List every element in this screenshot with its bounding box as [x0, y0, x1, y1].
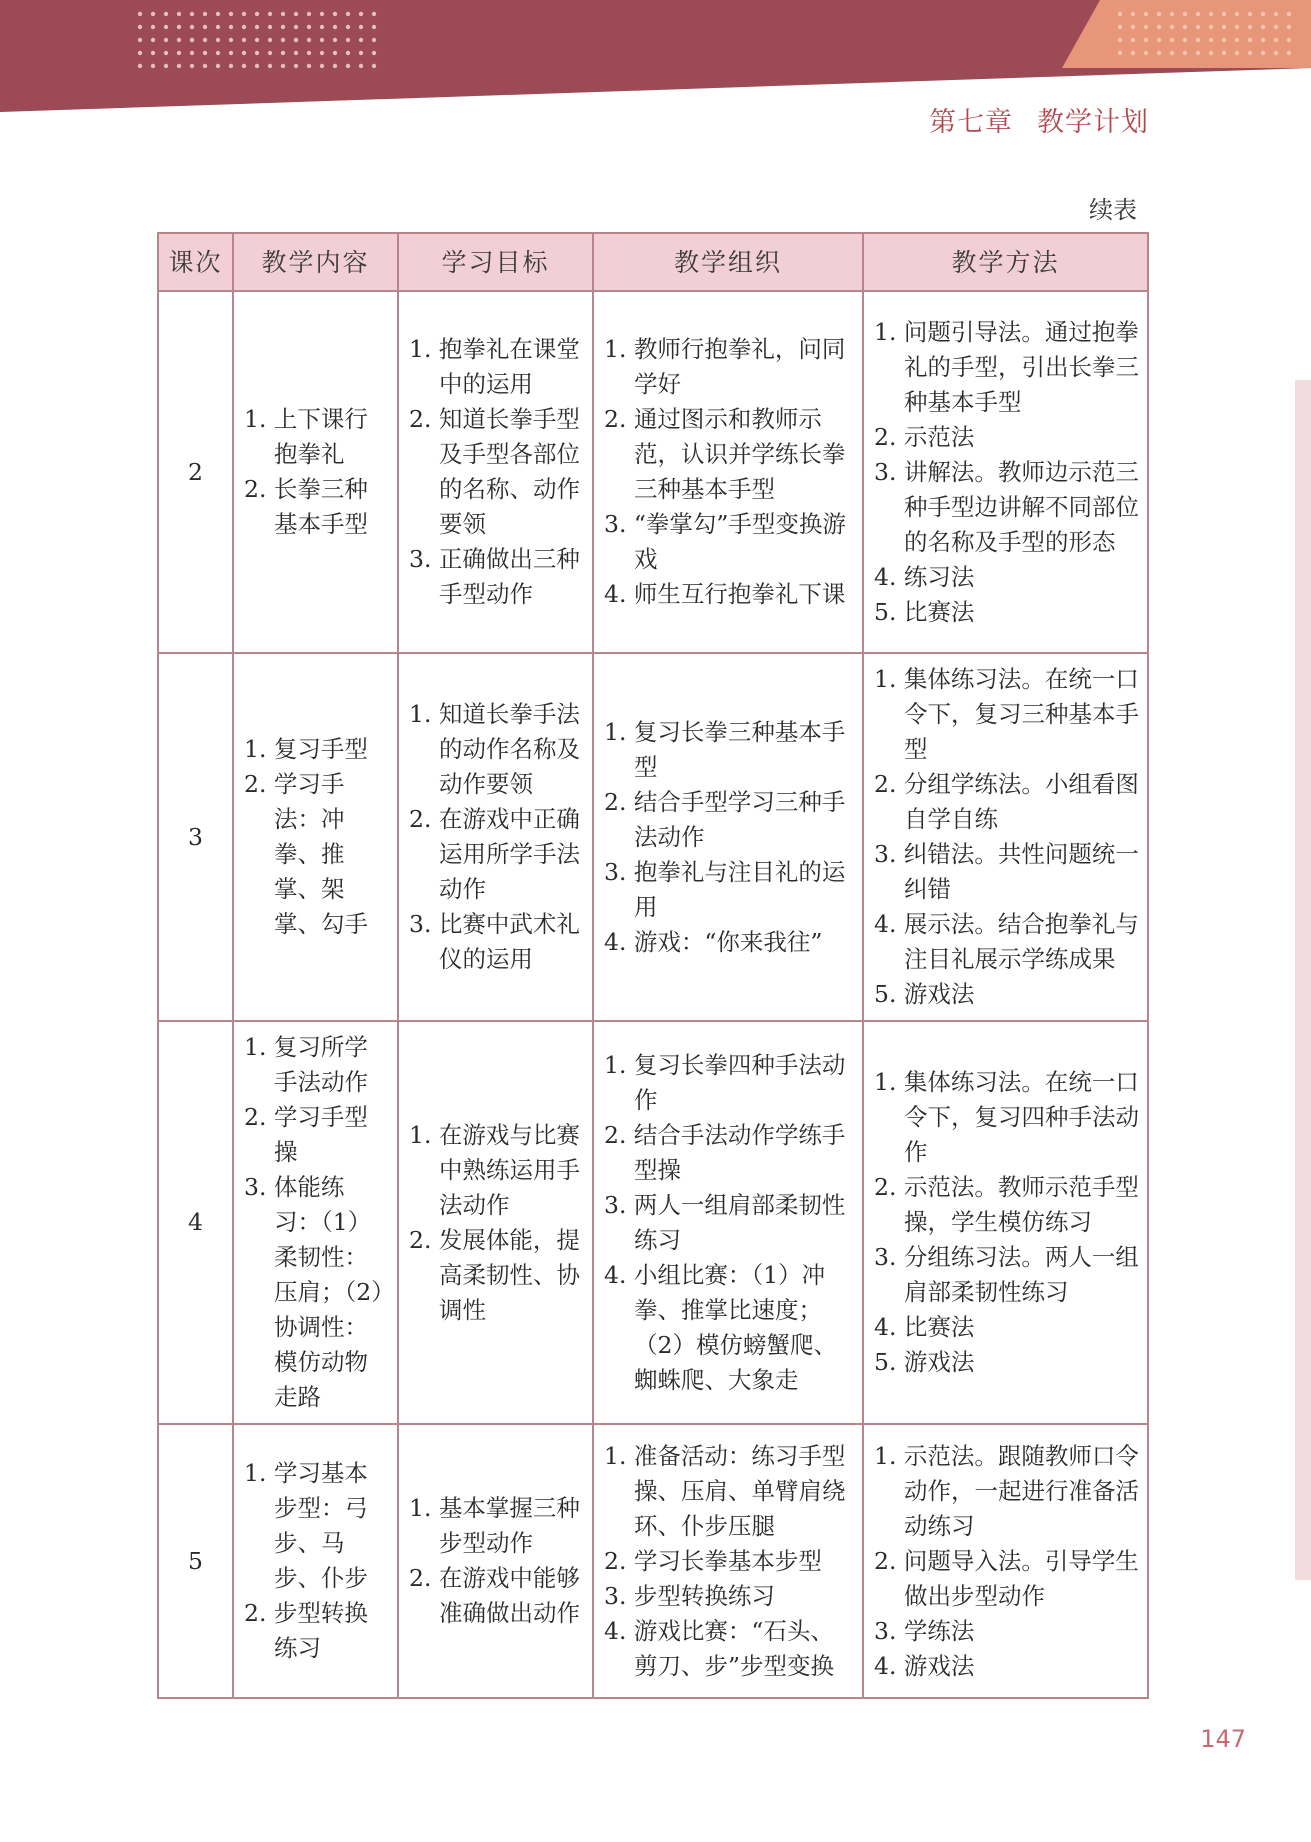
lesson-number: 2 [158, 291, 233, 653]
continued-label: 续表 [1089, 196, 1137, 224]
banner-dot [138, 64, 142, 68]
list-item: 4. 游戏法 [874, 1651, 975, 1680]
list-item: 3. “拳掌勾”手型变换游戏 [604, 510, 846, 573]
list-item: 4. 游戏：“你来我往” [604, 927, 823, 956]
chapter-title: 教学计划 [1037, 107, 1149, 138]
banner-dot [1287, 12, 1291, 16]
list-item: 1. 知道长拳手法的动作名称及动作要领 [409, 700, 580, 798]
list-item: 2. 长拳三种基本手型 [244, 475, 368, 538]
banner-dot [307, 38, 311, 42]
list-item: 3. 体能练习：（1）柔韧性：压肩；（2）协调性：模仿动物走路 [244, 1173, 383, 1411]
banner-dot [203, 51, 207, 55]
banner-dot [1170, 25, 1174, 29]
banner-dot [281, 64, 285, 68]
banner-dot [1209, 12, 1213, 16]
banner-dot [138, 12, 142, 16]
banner-dot [242, 25, 246, 29]
list-item: 5. 比赛法 [874, 597, 975, 626]
banner-dot [281, 51, 285, 55]
banner-dot [138, 38, 142, 42]
teaching-content [233, 1021, 398, 1424]
banner-dot [164, 12, 168, 16]
banner-dot [1261, 12, 1265, 16]
banner-dot [333, 51, 337, 55]
banner-dot [294, 51, 298, 55]
teaching-content [233, 1424, 398, 1698]
banner-dot [346, 64, 350, 68]
banner-dot [1157, 38, 1161, 42]
banner-dot [1248, 25, 1252, 29]
banner-dot [1118, 12, 1122, 16]
list-item: 5. 游戏法 [874, 1348, 975, 1376]
banner-dot [1248, 12, 1252, 16]
banner-dot [333, 25, 337, 29]
banner-dot [138, 25, 142, 29]
list-item: 5. 游戏法 [874, 980, 975, 1008]
chapter-heading [929, 100, 1149, 139]
banner-dot [281, 12, 285, 16]
chapter-label: 第七章 [929, 107, 1013, 138]
list-item: 3. 抱拳礼与注目礼的运用 [604, 857, 846, 921]
table-row [158, 1021, 1148, 1424]
banner-dot [1287, 51, 1291, 55]
banner-dot [1274, 25, 1278, 29]
list-item: 3. 分组练习法。两人一组肩部柔韧性练习 [874, 1243, 1139, 1306]
list-item: 2. 在游戏中正确运用所学手法动作 [409, 805, 580, 903]
lesson-plan-table [157, 232, 1149, 1699]
banner-dot [359, 38, 363, 42]
list-item: 3. 步型转换练习 [604, 1581, 775, 1610]
banner-dot [229, 64, 233, 68]
banner-dot [190, 64, 194, 68]
banner-dot [268, 25, 272, 29]
learning-objectives [398, 1021, 593, 1424]
banner-dot [333, 38, 337, 42]
list-item: 2. 结合手型学习三种手法动作 [604, 787, 846, 851]
table-row [158, 291, 1148, 653]
banner-dot [177, 64, 181, 68]
banner-dot [359, 64, 363, 68]
learning-objectives [398, 291, 593, 653]
list-item: 4. 游戏比赛：“石头、剪刀、步”步型变换 [604, 1616, 835, 1680]
banner-dot [190, 51, 194, 55]
lesson-number: 3 [158, 653, 233, 1021]
banner-dot [255, 12, 259, 16]
banner-dot [372, 38, 376, 42]
banner-dot [1261, 38, 1265, 42]
banner-dot [281, 38, 285, 42]
banner-dot [229, 12, 233, 16]
page-number: 147 [1200, 1725, 1246, 1753]
list-item: 1. 上下课行抱拳礼 [244, 405, 368, 468]
banner-dot [1222, 51, 1226, 55]
banner-dot [1274, 12, 1278, 16]
banner-dot [1144, 12, 1148, 16]
banner-dot [1235, 38, 1239, 42]
list-item: 1. 集体练习法。在统一口令下，复习四种手法动作 [874, 1068, 1139, 1166]
list-item: 1. 复习手型 [244, 735, 368, 763]
teaching-organization [593, 1424, 863, 1698]
banner-dot [1287, 38, 1291, 42]
banner-dot [320, 51, 324, 55]
banner-dot [346, 12, 350, 16]
banner-dot [372, 25, 376, 29]
banner-dot [1131, 38, 1135, 42]
banner-dot [1222, 12, 1226, 16]
list-item: 4. 练习法 [874, 562, 975, 591]
banner-dot [151, 64, 155, 68]
banner-dot [203, 25, 207, 29]
list-item: 1. 复习长拳三种基本手型 [604, 717, 846, 781]
list-item: 2. 知道长拳手型及手型各部位的名称、动作要领 [409, 405, 580, 538]
banner-dot [203, 64, 207, 68]
banner-dot [1209, 38, 1213, 42]
banner-dot [1222, 38, 1226, 42]
banner-dot [177, 38, 181, 42]
banner-dot [1144, 25, 1148, 29]
banner-dot [346, 25, 350, 29]
banner-dot [1274, 51, 1278, 55]
banner-dot [1196, 38, 1200, 42]
list-item: 3. 正确做出三种手型动作 [409, 545, 580, 608]
header-objectives: 学习目标 [398, 233, 593, 291]
banner-dot [359, 25, 363, 29]
banner-dot [229, 38, 233, 42]
list-item: 1. 基本掌握三种步型动作 [409, 1494, 580, 1557]
banner-dot [1261, 25, 1265, 29]
banner-dot [294, 25, 298, 29]
banner-dot [1235, 51, 1239, 55]
list-item: 1. 学习基本步型：弓步、马步、仆步 [244, 1459, 368, 1592]
banner-dot [255, 38, 259, 42]
banner-dot [1183, 25, 1187, 29]
list-item: 2. 通过图示和教师示范，认识并学练长拳三种基本手型 [604, 405, 846, 503]
list-item: 2. 问题导入法。引导学生做出步型动作 [874, 1546, 1139, 1610]
banner-dot [1209, 51, 1213, 55]
list-item: 1. 教师行抱拳礼，问同学好 [604, 335, 846, 398]
banner-dot [151, 12, 155, 16]
list-item: 3. 比赛中武术礼仪的运用 [409, 910, 580, 973]
banner-dot [151, 51, 155, 55]
list-item: 1. 示范法。跟随教师口令动作，一起进行准备活动练习 [874, 1441, 1139, 1540]
list-item: 1. 准备活动：练习手型操、压肩、单臂肩绕环、仆步压腿 [604, 1441, 846, 1540]
banner-dot [1196, 25, 1200, 29]
banner-dot [255, 64, 259, 68]
list-item: 1. 抱拳礼在课堂中的运用 [409, 335, 580, 398]
banner-dot [1183, 51, 1187, 55]
banner-dot [164, 64, 168, 68]
banner-dot [190, 12, 194, 16]
banner-dot [307, 64, 311, 68]
banner-dot [1261, 51, 1265, 55]
banner-dot [177, 51, 181, 55]
table-header-row [158, 233, 1148, 291]
banner-dot [151, 38, 155, 42]
list-item: 1. 问题引导法。通过抱拳礼的手型，引出长拳三种基本手型 [874, 317, 1139, 416]
banner-dot [294, 12, 298, 16]
banner-dot [1170, 51, 1174, 55]
header-methods: 教学方法 [863, 233, 1148, 291]
list-item: 3. 讲解法。教师边示范三种手型边讲解不同部位的名称及手型的形态 [874, 457, 1139, 556]
banner-dot [164, 51, 168, 55]
list-item: 2. 步型转换练习 [244, 1599, 368, 1662]
banner-dot [307, 51, 311, 55]
banner-dot [1131, 51, 1135, 55]
banner-dot [1196, 51, 1200, 55]
teaching-content [233, 653, 398, 1021]
list-item: 2. 学习手法：冲拳、推掌、架掌、勾手 [244, 770, 368, 938]
side-edge-tab [1295, 380, 1311, 1580]
banner-dot [190, 25, 194, 29]
teaching-organization [593, 291, 863, 653]
banner-dot [229, 51, 233, 55]
teaching-organization [593, 1021, 863, 1424]
list-item: 2. 发展体能，提高柔韧性、协调性 [409, 1225, 580, 1324]
header-lesson: 课次 [158, 233, 233, 291]
banner-dot [138, 51, 142, 55]
banner-dot [1157, 51, 1161, 55]
banner-dot [242, 12, 246, 16]
banner-dot [1170, 38, 1174, 42]
banner-dot [346, 38, 350, 42]
banner-dot [1131, 12, 1135, 16]
list-item: 3. 纠错法。共性问题统一纠错 [874, 840, 1139, 903]
banner-dot [281, 25, 285, 29]
teaching-methods [863, 291, 1148, 653]
header-organization: 教学组织 [593, 233, 863, 291]
header-content: 教学内容 [233, 233, 398, 291]
list-item: 3. 两人一组肩部柔韧性练习 [604, 1190, 846, 1254]
banner-dot [1118, 25, 1122, 29]
banner-dot [255, 51, 259, 55]
list-item: 1. 复习所学手法动作 [244, 1033, 368, 1096]
banner-dot [1209, 25, 1213, 29]
list-item: 2. 学习手型操 [244, 1103, 368, 1166]
banner-dot [1118, 38, 1122, 42]
banner-dot [320, 38, 324, 42]
banner-dot [203, 12, 207, 16]
banner-dot [268, 12, 272, 16]
list-item: 4. 比赛法 [874, 1313, 975, 1341]
learning-objectives [398, 653, 593, 1021]
banner-dot [320, 25, 324, 29]
banner-dot [294, 64, 298, 68]
banner-dot [1235, 25, 1239, 29]
banner-dot [320, 64, 324, 68]
banner-dot [164, 38, 168, 42]
banner-dot [359, 51, 363, 55]
banner-dot [203, 38, 207, 42]
list-item: 4. 师生互行抱拳礼下课 [604, 580, 846, 608]
banner-dot [268, 51, 272, 55]
list-item: 1. 复习长拳四种手法动作 [604, 1050, 846, 1114]
table-row [158, 1424, 1148, 1698]
banner-dot [229, 25, 233, 29]
teaching-methods [863, 653, 1148, 1021]
banner-dot [1274, 38, 1278, 42]
banner-dot [1222, 25, 1226, 29]
banner-dot [320, 12, 324, 16]
banner-dot [1131, 25, 1135, 29]
banner-dot [372, 51, 376, 55]
banner-dot [242, 51, 246, 55]
banner-dot [1170, 12, 1174, 16]
banner-dot [1287, 25, 1291, 29]
banner-dot [307, 12, 311, 16]
banner-dot [216, 64, 220, 68]
banner-dot [177, 25, 181, 29]
list-item: 1. 在游戏与比赛中熟练运用手法动作 [409, 1120, 580, 1219]
list-item: 1. 集体练习法。在统一口令下，复习三种基本手型 [874, 665, 1139, 763]
list-item: 2. 分组学练法。小组看图自学自练 [874, 770, 1139, 833]
teaching-content [233, 291, 398, 653]
list-item: 2. 示范法 [874, 422, 975, 451]
table-row [158, 653, 1148, 1021]
teaching-organization [593, 653, 863, 1021]
learning-objectives [398, 1424, 593, 1698]
banner-dot [372, 64, 376, 68]
banner-dot [1183, 12, 1187, 16]
lesson-number: 5 [158, 1424, 233, 1698]
banner-dot [1118, 51, 1122, 55]
banner-dot [1248, 51, 1252, 55]
banner-dot [151, 25, 155, 29]
list-item: 2. 在游戏中能够准确做出动作 [409, 1564, 580, 1627]
banner-dot [216, 12, 220, 16]
banner-dot [1196, 12, 1200, 16]
teaching-methods [863, 1021, 1148, 1424]
list-item: 4. 展示法。结合抱拳礼与注目礼展示学练成果 [874, 910, 1139, 973]
banner-dot [1235, 12, 1239, 16]
banner-dot [242, 38, 246, 42]
banner-dot [216, 25, 220, 29]
banner-dot [1248, 38, 1252, 42]
list-item: 2. 结合手法动作学练手型操 [604, 1120, 846, 1184]
banner-dot [359, 12, 363, 16]
banner-dot [216, 38, 220, 42]
list-item: 3. 学练法 [874, 1616, 975, 1645]
banner-dot [372, 12, 376, 16]
banner-dot [242, 64, 246, 68]
banner-dot [216, 51, 220, 55]
banner-dot [333, 12, 337, 16]
banner-dot [1157, 12, 1161, 16]
list-item: 2. 示范法。教师示范手型操，学生模仿练习 [874, 1173, 1139, 1236]
lesson-number: 4 [158, 1021, 233, 1424]
list-item: 4. 小组比赛：（1）冲拳、推掌比速度；（2）模仿螃蟹爬、蜘蛛爬、大象走 [604, 1260, 837, 1394]
banner-dot [346, 51, 350, 55]
list-item: 2. 学习长拳基本步型 [604, 1546, 822, 1575]
banner-dot [255, 25, 259, 29]
teaching-methods [863, 1424, 1148, 1698]
banner-dot [177, 12, 181, 16]
banner-dot [1183, 38, 1187, 42]
banner-dot [268, 38, 272, 42]
banner-dot [294, 38, 298, 42]
banner-dot [1157, 25, 1161, 29]
banner-dot [333, 64, 337, 68]
banner-dot [307, 25, 311, 29]
banner-dot [164, 25, 168, 29]
banner-dot [190, 38, 194, 42]
banner-dot [268, 64, 272, 68]
banner-dot [1144, 38, 1148, 42]
banner-dot [1144, 51, 1148, 55]
